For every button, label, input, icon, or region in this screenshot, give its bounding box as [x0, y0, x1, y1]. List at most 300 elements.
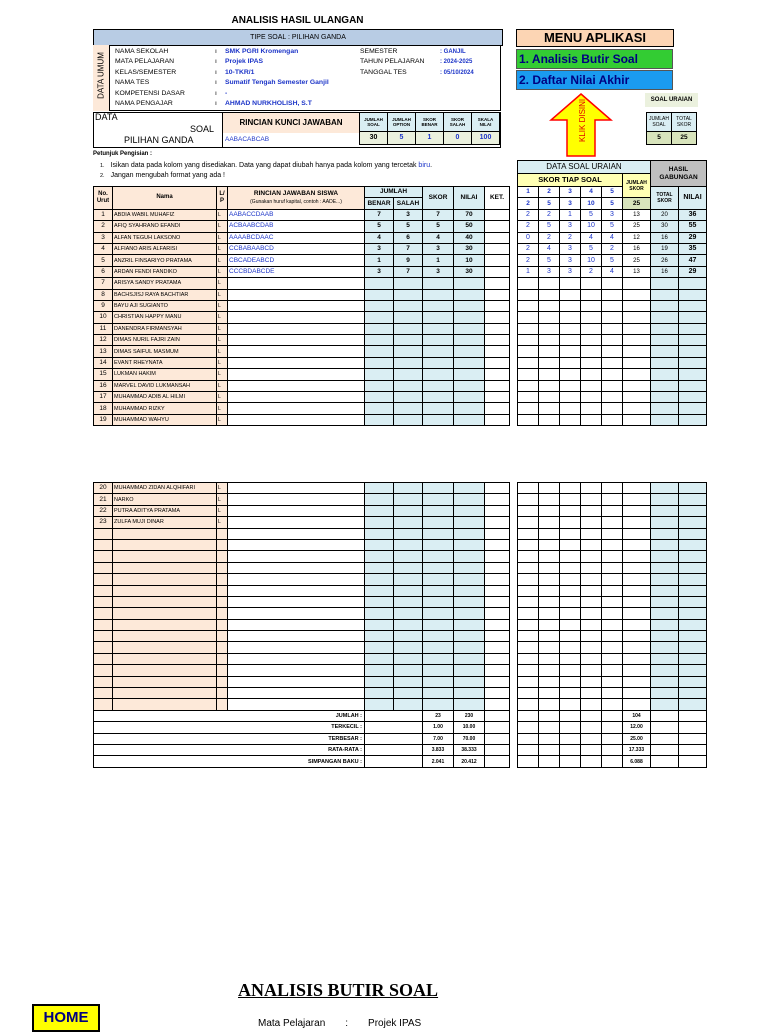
- uraian-skor[interactable]: [518, 517, 539, 528]
- info-value[interactable]: -: [225, 89, 228, 97]
- uraian-skor[interactable]: [539, 300, 560, 311]
- uraian-skor[interactable]: [539, 357, 560, 368]
- uraian-skor[interactable]: [560, 505, 581, 516]
- info-value[interactable]: 10-TKR/1: [225, 68, 255, 76]
- uraian-skor[interactable]: [518, 323, 539, 334]
- uraian-skor[interactable]: [602, 688, 623, 699]
- uraian-skor[interactable]: [539, 380, 560, 391]
- kunci-value-cell[interactable]: 0: [444, 132, 472, 145]
- row-nama[interactable]: DIMAS SAIFUL MASMUM: [113, 346, 217, 357]
- uraian-skor[interactable]: [581, 278, 602, 289]
- uraian-skor[interactable]: [602, 312, 623, 323]
- uraian-skor[interactable]: [581, 323, 602, 334]
- uraian-skor[interactable]: [560, 608, 581, 619]
- row-lp[interactable]: L: [217, 266, 228, 277]
- row-nama[interactable]: MARVEL DAVID LUKMANSAH: [113, 380, 217, 391]
- uraian-skor[interactable]: [602, 494, 623, 505]
- empty-cell[interactable]: [228, 619, 365, 630]
- uraian-skor[interactable]: [602, 300, 623, 311]
- uraian-skor[interactable]: [539, 414, 560, 425]
- row-jawaban[interactable]: CCCBDABCDE: [228, 266, 365, 277]
- row-jawaban[interactable]: [228, 494, 365, 505]
- uraian-skor[interactable]: [518, 676, 539, 687]
- uraian-skor[interactable]: [602, 505, 623, 516]
- row-jawaban[interactable]: CBCADEABCD: [228, 255, 365, 266]
- uraian-skor[interactable]: [539, 699, 560, 710]
- row-lp[interactable]: L: [217, 209, 228, 220]
- empty-cell[interactable]: [228, 608, 365, 619]
- uraian-skor[interactable]: [602, 619, 623, 630]
- uraian-skor[interactable]: [539, 539, 560, 550]
- skor-max-cell[interactable]: 5: [539, 198, 560, 209]
- uraian-skor[interactable]: [602, 562, 623, 573]
- row-lp[interactable]: L: [217, 414, 228, 425]
- row-jawaban[interactable]: [228, 403, 365, 414]
- uraian-skor[interactable]: 5: [539, 221, 560, 232]
- uraian-skor[interactable]: [560, 665, 581, 676]
- info-value[interactable]: Sumatif Tengah Semester Ganjil: [225, 79, 329, 87]
- uraian-skor[interactable]: [581, 653, 602, 664]
- row-lp[interactable]: L: [217, 335, 228, 346]
- uraian-skor[interactable]: 2: [539, 232, 560, 243]
- uraian-skor[interactable]: [560, 631, 581, 642]
- uraian-skor[interactable]: [560, 323, 581, 334]
- info-value[interactable]: : GANJIL: [440, 49, 466, 55]
- row-lp[interactable]: L: [217, 403, 228, 414]
- empty-cell[interactable]: [228, 688, 365, 699]
- row-jawaban[interactable]: [228, 300, 365, 311]
- uraian-skor[interactable]: [518, 278, 539, 289]
- row-jawaban[interactable]: [228, 289, 365, 300]
- uraian-skor[interactable]: [560, 403, 581, 414]
- uraian-skor[interactable]: [518, 357, 539, 368]
- empty-cell[interactable]: [228, 574, 365, 585]
- uraian-skor[interactable]: [560, 346, 581, 357]
- row-lp[interactable]: L: [217, 380, 228, 391]
- row-nama[interactable]: BACHSJISJ RAYA BACHTIAR: [113, 289, 217, 300]
- uraian-skor[interactable]: [539, 335, 560, 346]
- kunci-value-cell[interactable]: 5: [388, 132, 416, 145]
- row-nama[interactable]: ARISYA SANDY PRATAMA: [113, 278, 217, 289]
- uraian-skor[interactable]: [560, 619, 581, 630]
- uraian-skor[interactable]: 3: [560, 243, 581, 254]
- empty-cell[interactable]: [228, 676, 365, 687]
- uraian-skor[interactable]: [602, 596, 623, 607]
- row-jawaban[interactable]: AAAABCDAAC: [228, 232, 365, 243]
- uraian-skor[interactable]: [539, 653, 560, 664]
- info-value[interactable]: SMK PGRI Kromengan: [225, 48, 299, 55]
- uraian-skor[interactable]: [581, 505, 602, 516]
- uraian-skor[interactable]: [560, 551, 581, 562]
- kunci-value-cell[interactable]: 1: [416, 132, 444, 145]
- uraian-skor[interactable]: [539, 369, 560, 380]
- uraian-skor[interactable]: [539, 312, 560, 323]
- uraian-skor[interactable]: [539, 562, 560, 573]
- uraian-skor[interactable]: [602, 517, 623, 528]
- uraian-skor[interactable]: [560, 528, 581, 539]
- row-lp[interactable]: L: [217, 255, 228, 266]
- uraian-skor[interactable]: [602, 289, 623, 300]
- uraian-skor[interactable]: [539, 551, 560, 562]
- uraian-skor[interactable]: 5: [602, 221, 623, 232]
- uraian-skor[interactable]: [560, 278, 581, 289]
- uraian-skor[interactable]: [518, 642, 539, 653]
- uraian-skor[interactable]: [581, 562, 602, 573]
- info-value[interactable]: : 2024-2025: [440, 59, 473, 66]
- uraian-skor[interactable]: [518, 300, 539, 311]
- uraian-skor[interactable]: [602, 551, 623, 562]
- row-jawaban[interactable]: [228, 335, 365, 346]
- uraian-skor[interactable]: [518, 403, 539, 414]
- empty-cell[interactable]: [228, 699, 365, 710]
- row-jawaban[interactable]: [228, 380, 365, 391]
- uraian-skor[interactable]: [581, 494, 602, 505]
- uraian-skor[interactable]: [602, 346, 623, 357]
- uraian-skor[interactable]: [518, 574, 539, 585]
- row-jawaban[interactable]: [228, 323, 365, 334]
- uraian-skor[interactable]: [518, 392, 539, 403]
- uraian-skor[interactable]: [581, 631, 602, 642]
- uraian-skor[interactable]: [518, 619, 539, 630]
- skor-max-cell[interactable]: 10: [581, 198, 602, 209]
- row-lp[interactable]: L: [217, 323, 228, 334]
- uraian-skor[interactable]: [602, 653, 623, 664]
- row-nama[interactable]: DANENDRA FIRMANSYAH: [113, 323, 217, 334]
- uraian-skor[interactable]: [539, 574, 560, 585]
- row-jawaban[interactable]: [228, 483, 365, 494]
- uraian-skor[interactable]: [602, 380, 623, 391]
- uraian-skor[interactable]: [581, 517, 602, 528]
- uraian-skor[interactable]: [518, 539, 539, 550]
- uraian-skor[interactable]: [581, 403, 602, 414]
- uraian-skor[interactable]: [539, 585, 560, 596]
- row-lp[interactable]: L: [217, 517, 228, 528]
- row-nama[interactable]: DIMAS NURIL FAJRI ZAIN: [113, 335, 217, 346]
- uraian-skor[interactable]: 5: [581, 243, 602, 254]
- uraian-skor[interactable]: [518, 631, 539, 642]
- uraian-skor[interactable]: [581, 642, 602, 653]
- uraian-skor[interactable]: 3: [539, 266, 560, 277]
- row-lp[interactable]: L: [217, 300, 228, 311]
- row-nama[interactable]: AFIQ SYAHRANO EFANDI: [113, 221, 217, 232]
- uraian-skor[interactable]: [560, 369, 581, 380]
- row-nama[interactable]: NARKO: [113, 494, 217, 505]
- uraian-skor[interactable]: [539, 392, 560, 403]
- row-nama[interactable]: EVANT RHEYNATA: [113, 357, 217, 368]
- uraian-skor[interactable]: [602, 665, 623, 676]
- uraian-skor[interactable]: 2: [602, 243, 623, 254]
- row-lp[interactable]: L: [217, 278, 228, 289]
- klik-disini-arrow-icon[interactable]: [549, 92, 613, 158]
- uraian-skor[interactable]: [581, 369, 602, 380]
- uraian-skor[interactable]: [539, 596, 560, 607]
- uraian-skor[interactable]: [560, 335, 581, 346]
- row-jawaban[interactable]: [228, 392, 365, 403]
- uraian-skor[interactable]: [581, 676, 602, 687]
- uraian-skor[interactable]: [602, 403, 623, 414]
- uraian-skor[interactable]: [518, 688, 539, 699]
- row-lp[interactable]: L: [217, 494, 228, 505]
- uraian-skor[interactable]: [602, 335, 623, 346]
- row-nama[interactable]: ZULFA MUJI DINAR: [113, 517, 217, 528]
- uraian-skor[interactable]: [518, 562, 539, 573]
- uraian-skor[interactable]: [539, 517, 560, 528]
- row-nama[interactable]: ALFAN TEGUH LAKSONO: [113, 232, 217, 243]
- row-jawaban[interactable]: [228, 369, 365, 380]
- uraian-skor[interactable]: 5: [539, 255, 560, 266]
- uraian-skor[interactable]: [539, 608, 560, 619]
- info-value[interactable]: : 05/10/2024: [440, 69, 474, 76]
- row-lp[interactable]: L: [217, 357, 228, 368]
- row-nama[interactable]: CHRISTIAN HAPPY MANU: [113, 312, 217, 323]
- uraian-skor[interactable]: [518, 369, 539, 380]
- row-jawaban[interactable]: [228, 357, 365, 368]
- uraian-skor[interactable]: [518, 414, 539, 425]
- row-lp[interactable]: L: [217, 346, 228, 357]
- uraian-skor[interactable]: [539, 676, 560, 687]
- row-jawaban[interactable]: [228, 346, 365, 357]
- uraian-skor[interactable]: [602, 528, 623, 539]
- uraian-skor[interactable]: [539, 346, 560, 357]
- info-value[interactable]: AHMAD NURKHOLISH, S.T: [225, 99, 312, 107]
- uraian-skor[interactable]: [518, 653, 539, 664]
- skor-max-cell[interactable]: 3: [560, 198, 581, 209]
- uraian-skor[interactable]: [602, 699, 623, 710]
- uraian-skor[interactable]: [581, 483, 602, 494]
- uraian-skor[interactable]: [518, 312, 539, 323]
- row-nama[interactable]: LUKMAN HAKIM: [113, 369, 217, 380]
- uraian-skor[interactable]: [560, 414, 581, 425]
- uraian-skor[interactable]: 3: [560, 221, 581, 232]
- uraian-skor[interactable]: [560, 380, 581, 391]
- uraian-skor[interactable]: [518, 665, 539, 676]
- uraian-skor[interactable]: [539, 619, 560, 630]
- uraian-skor[interactable]: [560, 357, 581, 368]
- uraian-skor[interactable]: [602, 357, 623, 368]
- uraian-skor[interactable]: [560, 585, 581, 596]
- uraian-skor[interactable]: [602, 608, 623, 619]
- uraian-skor[interactable]: [581, 392, 602, 403]
- uraian-skor[interactable]: [581, 357, 602, 368]
- uraian-skor[interactable]: 2: [539, 209, 560, 220]
- row-lp[interactable]: L: [217, 483, 228, 494]
- uraian-skor[interactable]: 3: [560, 266, 581, 277]
- row-jawaban[interactable]: AABACCDAAB: [228, 209, 365, 220]
- uraian-skor[interactable]: [560, 289, 581, 300]
- uraian-skor[interactable]: [560, 676, 581, 687]
- row-nama[interactable]: ALFIANO ARIS ALFARISI: [113, 243, 217, 254]
- uraian-skor[interactable]: 2: [518, 255, 539, 266]
- uraian-skor[interactable]: [539, 483, 560, 494]
- row-nama[interactable]: ARDAN FENDI FANDIKO: [113, 266, 217, 277]
- uraian-skor[interactable]: [539, 403, 560, 414]
- uraian-skor[interactable]: 2: [518, 243, 539, 254]
- row-jawaban[interactable]: [228, 517, 365, 528]
- uraian-skor[interactable]: [539, 528, 560, 539]
- empty-cell[interactable]: [228, 551, 365, 562]
- uraian-skor[interactable]: 4: [539, 243, 560, 254]
- empty-cell[interactable]: [228, 631, 365, 642]
- uraian-skor[interactable]: 5: [602, 255, 623, 266]
- uraian-skor[interactable]: [581, 312, 602, 323]
- uraian-skor[interactable]: [581, 528, 602, 539]
- row-lp[interactable]: L: [217, 243, 228, 254]
- empty-cell[interactable]: [228, 665, 365, 676]
- uraian-skor[interactable]: [518, 380, 539, 391]
- uraian-skor[interactable]: [539, 505, 560, 516]
- empty-cell[interactable]: [228, 653, 365, 664]
- uraian-skor[interactable]: 2: [518, 209, 539, 220]
- empty-cell[interactable]: [228, 539, 365, 550]
- uraian-skor[interactable]: [602, 369, 623, 380]
- uraian-skor[interactable]: [581, 414, 602, 425]
- row-nama[interactable]: ABDIA WABIL MUHAFIZ: [113, 209, 217, 220]
- uraian-skor[interactable]: 5: [581, 209, 602, 220]
- empty-cell[interactable]: [228, 562, 365, 573]
- uraian-skor[interactable]: [602, 585, 623, 596]
- row-jawaban[interactable]: [228, 312, 365, 323]
- row-nama[interactable]: MUHAMMAD WAHYU: [113, 414, 217, 425]
- uraian-skor[interactable]: [560, 539, 581, 550]
- empty-cell[interactable]: [228, 528, 365, 539]
- uraian-skor[interactable]: [560, 312, 581, 323]
- row-jawaban[interactable]: [228, 414, 365, 425]
- uraian-skor[interactable]: [539, 642, 560, 653]
- uraian-skor[interactable]: [560, 653, 581, 664]
- uraian-skor[interactable]: [560, 699, 581, 710]
- uraian-skor[interactable]: [581, 619, 602, 630]
- uraian-skor[interactable]: [539, 494, 560, 505]
- uraian-skor[interactable]: 2: [581, 266, 602, 277]
- uraian-skor[interactable]: 2: [560, 232, 581, 243]
- uraian-skor[interactable]: [518, 585, 539, 596]
- uraian-skor[interactable]: [581, 380, 602, 391]
- uraian-skor[interactable]: [539, 688, 560, 699]
- uraian-skor[interactable]: [602, 483, 623, 494]
- uraian-skor[interactable]: [581, 300, 602, 311]
- uraian-skor[interactable]: 3: [602, 209, 623, 220]
- menu-analisis-butir-soal[interactable]: 1. Analisis Butir Soal: [516, 49, 673, 69]
- uraian-skor[interactable]: [602, 278, 623, 289]
- skor-max-cell[interactable]: 5: [602, 198, 623, 209]
- uraian-skor[interactable]: [539, 665, 560, 676]
- uraian-skor[interactable]: [581, 608, 602, 619]
- menu-daftar-nilai-akhir[interactable]: 2. Daftar Nilai Akhir: [516, 70, 673, 90]
- uraian-skor[interactable]: 4: [602, 232, 623, 243]
- row-nama[interactable]: BAYU AJI SUGIANTO: [113, 300, 217, 311]
- row-nama[interactable]: ANZRIL FINSARIYO PRATAMA: [113, 255, 217, 266]
- uraian-skor[interactable]: 2: [518, 221, 539, 232]
- uraian-skor[interactable]: [560, 574, 581, 585]
- uraian-skor[interactable]: [560, 517, 581, 528]
- row-nama[interactable]: MUHAMMAD RIZKY: [113, 403, 217, 414]
- uraian-skor[interactable]: [539, 289, 560, 300]
- uraian-skor[interactable]: [581, 335, 602, 346]
- uraian-skor[interactable]: [560, 688, 581, 699]
- uraian-skor[interactable]: [518, 335, 539, 346]
- uraian-skor[interactable]: 10: [581, 221, 602, 232]
- uraian-skor[interactable]: [518, 528, 539, 539]
- uraian-skor[interactable]: [560, 596, 581, 607]
- empty-cell[interactable]: [228, 596, 365, 607]
- row-nama[interactable]: MUHAMMAD ADIB AL HILMI: [113, 392, 217, 403]
- uraian-skor[interactable]: [518, 494, 539, 505]
- row-jawaban[interactable]: [228, 278, 365, 289]
- row-nama[interactable]: MUHAMMAD ZIDAN ALQHIFARI: [113, 483, 217, 494]
- uraian-skor[interactable]: 4: [602, 266, 623, 277]
- uraian-skor[interactable]: [518, 346, 539, 357]
- empty-cell[interactable]: [228, 585, 365, 596]
- uraian-skor[interactable]: [602, 642, 623, 653]
- uraian-skor[interactable]: [581, 539, 602, 550]
- uraian-skor[interactable]: 3: [560, 255, 581, 266]
- uraian-skor[interactable]: 4: [581, 232, 602, 243]
- uraian-skor[interactable]: [539, 631, 560, 642]
- uraian-skor[interactable]: [581, 585, 602, 596]
- uraian-skor[interactable]: 10: [581, 255, 602, 266]
- uraian-skor[interactable]: [581, 551, 602, 562]
- home-button[interactable]: HOME: [32, 1004, 100, 1032]
- uraian-skor[interactable]: [602, 392, 623, 403]
- uraian-skor[interactable]: [581, 699, 602, 710]
- uraian-skor[interactable]: [518, 505, 539, 516]
- info-value[interactable]: Projek IPAS: [225, 58, 264, 66]
- uraian-skor[interactable]: [518, 596, 539, 607]
- uraian-skor[interactable]: [581, 346, 602, 357]
- uraian-skor[interactable]: [518, 699, 539, 710]
- uraian-skor[interactable]: [539, 323, 560, 334]
- empty-cell[interactable]: [228, 642, 365, 653]
- uraian-skor[interactable]: [560, 300, 581, 311]
- kunci-value[interactable]: AABACABCAB: [225, 136, 270, 143]
- uraian-skor[interactable]: [560, 483, 581, 494]
- row-lp[interactable]: L: [217, 392, 228, 403]
- uraian-skor[interactable]: [602, 539, 623, 550]
- uraian-skor[interactable]: [518, 483, 539, 494]
- uraian-skor[interactable]: [581, 574, 602, 585]
- row-lp[interactable]: L: [217, 221, 228, 232]
- uraian-skor[interactable]: [560, 494, 581, 505]
- uraian-skor[interactable]: [602, 631, 623, 642]
- uraian-skor[interactable]: [581, 688, 602, 699]
- uraian-skor[interactable]: [581, 665, 602, 676]
- row-jawaban[interactable]: ACBAABCDAB: [228, 221, 365, 232]
- uraian-skor[interactable]: [581, 596, 602, 607]
- row-jawaban[interactable]: CCBABAABCD: [228, 243, 365, 254]
- uraian-skor[interactable]: [602, 574, 623, 585]
- uraian-skor[interactable]: [581, 289, 602, 300]
- uraian-skor[interactable]: 1: [518, 266, 539, 277]
- row-lp[interactable]: L: [217, 369, 228, 380]
- row-jawaban[interactable]: [228, 505, 365, 516]
- row-nama[interactable]: PUTRA ADITYA PRATAMA: [113, 505, 217, 516]
- uraian-skor[interactable]: 1: [560, 209, 581, 220]
- row-lp[interactable]: L: [217, 312, 228, 323]
- uraian-skor[interactable]: [518, 608, 539, 619]
- row-lp[interactable]: L: [217, 289, 228, 300]
- uraian-skor[interactable]: [560, 642, 581, 653]
- uraian-skor[interactable]: [602, 414, 623, 425]
- uraian-skor[interactable]: [602, 676, 623, 687]
- uraian-skor[interactable]: [518, 289, 539, 300]
- uraian-skor[interactable]: [518, 551, 539, 562]
- uraian-skor[interactable]: 0: [518, 232, 539, 243]
- uraian-skor[interactable]: [560, 562, 581, 573]
- uraian-skor[interactable]: [560, 392, 581, 403]
- row-lp[interactable]: L: [217, 232, 228, 243]
- uraian-skor[interactable]: [602, 323, 623, 334]
- row-lp[interactable]: L: [217, 505, 228, 516]
